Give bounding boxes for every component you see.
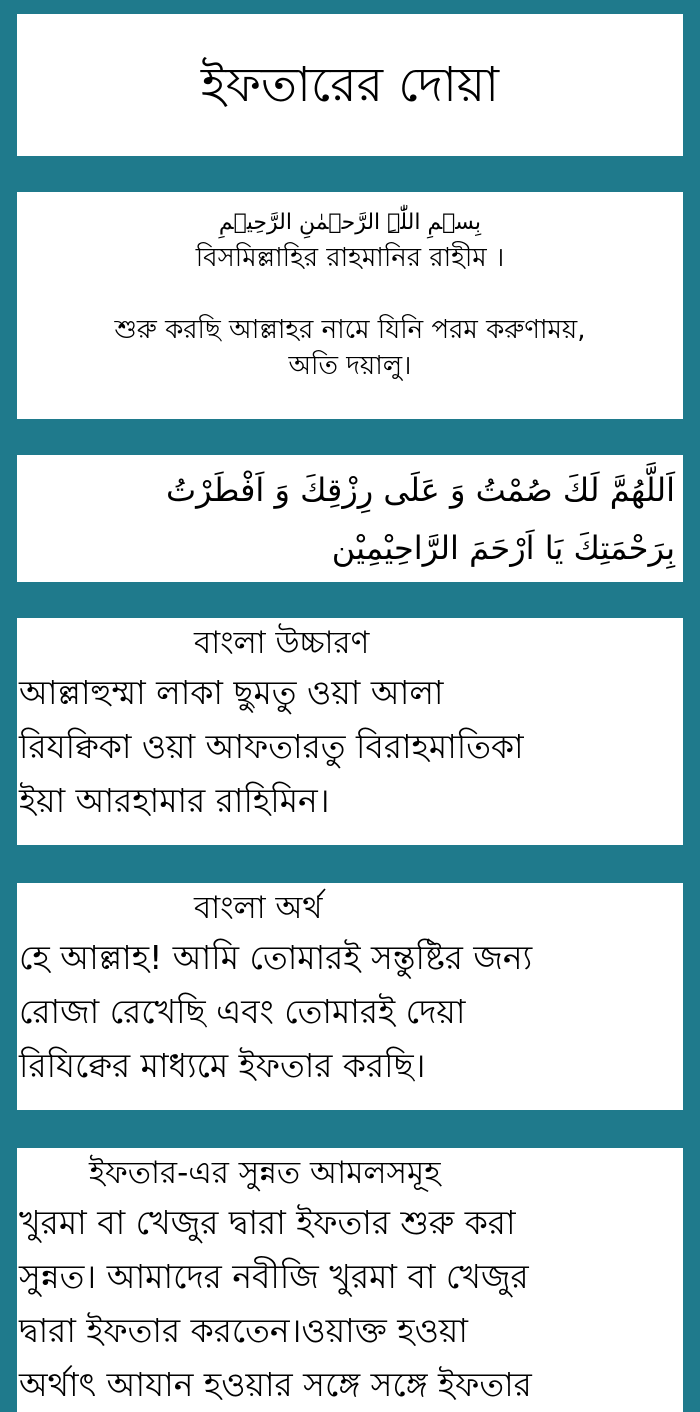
meaning-card [17, 883, 683, 1110]
bismillah-meaning-line-1: শুরু করছি আল্লাহর নামে যিনি পরম করুণাময়, [114, 315, 586, 345]
uccharon-line: রিযক্বিকা ওয়া আফতারতু বিরাহমাতিকা [19, 727, 524, 766]
bismillah-transliteration: বিসমিল্লাহির রাহমানির রাহীম । [195, 243, 505, 273]
sunnah-heading: ইফতার-এর সুন্নত আমলসমূহ [89, 1155, 441, 1191]
sunnah-card [17, 1148, 683, 1412]
meaning-heading: বাংলা অর্থ [194, 890, 323, 926]
uccharon-line: আল্লাহুম্মা লাকা ছুমতু ওয়া আলা [19, 673, 444, 712]
dua-arabic-card [17, 455, 683, 582]
bismillah-meaning-line-2: অতি দয়ালু। [288, 351, 412, 381]
page-title: ইফতারের দোয়া [200, 57, 500, 113]
meaning-line: রিযিক্বের মাধ্যমে ইফতার করছি। [19, 1046, 426, 1085]
dua-arabic-line-2: بِرَحْمَتِكَ يَا اَرْحَمَ الرَّاحِيْمِيْن [331, 529, 675, 567]
uccharon-heading: বাংলা উচ্চারণ [194, 625, 370, 661]
sunnah-line: সুন্নত। আমাদের নবীজি খুরমা বা খেজুর [19, 1257, 529, 1296]
sunnah-line: খুরমা বা খেজুর দ্বারা ইফতার শুরু করা [19, 1203, 516, 1242]
bismillah-arabic: بِسۡمِ اللّٰہِ الرَّحۡمٰنِ الرَّحِیۡمِ [218, 210, 482, 235]
meaning-line: রোজা রেখেছি এবং তোমারই দেয়া [19, 992, 466, 1031]
dua-arabic-line-1: اَللَّهُمَّ لَكَ صُمْتُ وَ عَلَى رِزْقِكَ وَ اَفْطَرْتُ [166, 471, 675, 509]
bismillah-card [17, 192, 683, 419]
sunnah-line: দ্বারা ইফতার করতেন।ওয়াক্ত হওয়া [19, 1311, 468, 1350]
uccharon-card [17, 618, 683, 845]
uccharon-line: ইয়া আরহামার রাহিমিন। [19, 781, 330, 820]
sunnah-line: অর্থাৎ আযান হওয়ার সঙ্গে সঙ্গে ইফতার [19, 1365, 532, 1404]
title-card [17, 14, 683, 156]
meaning-line: হে আল্লাহ! আমি তোমারই সন্তুষ্টির জন্য [19, 938, 533, 977]
